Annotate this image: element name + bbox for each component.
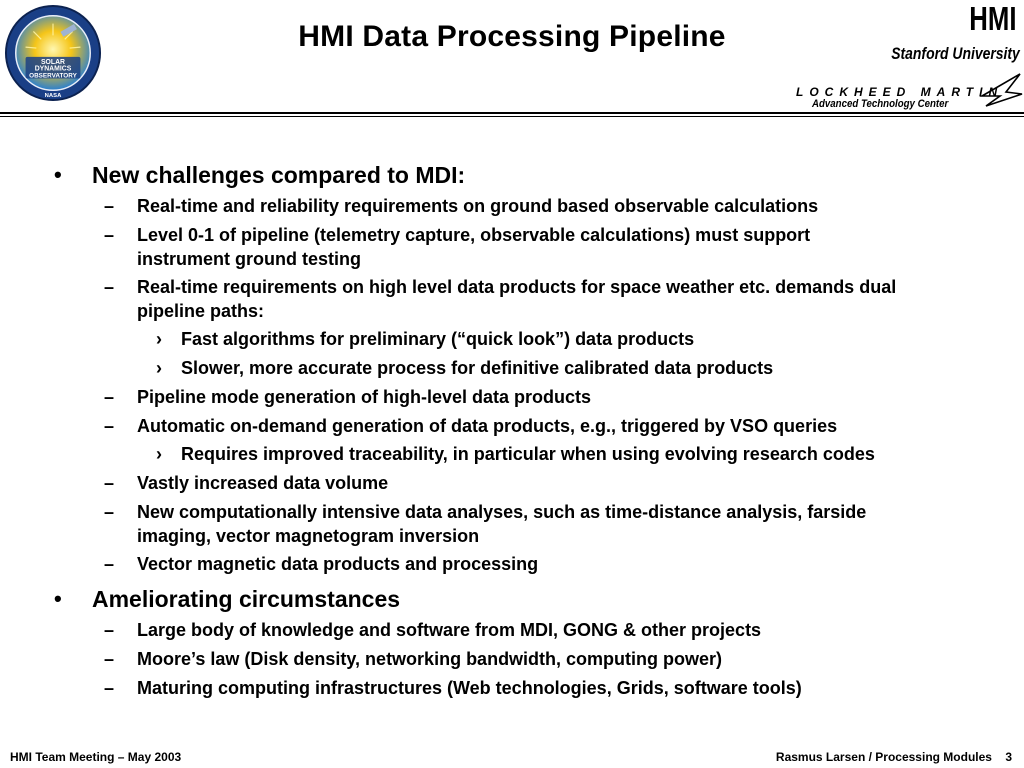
bullet-marker: – xyxy=(104,502,115,522)
bullet-marker: • xyxy=(54,586,62,611)
bullet-marker: – xyxy=(104,678,115,698)
footer-right: Rasmus Larsen / Processing Modules 3 xyxy=(775,750,1012,764)
bullet-marker: – xyxy=(104,277,115,297)
bullet-marker: – xyxy=(104,416,115,436)
bullet-level2-text: pipeline paths: xyxy=(137,301,265,321)
bullet-level1-text: New challenges compared to MDI: xyxy=(92,162,466,188)
sdo-logo-top-text: OUR EYE ON THE SUN xyxy=(4,0,80,6)
bullet-level2-text: Automatic on-demand generation of data products, e.g., triggered by VSO queries xyxy=(137,416,838,436)
bullet-marker: – xyxy=(104,473,115,493)
bullet-level2-text: Pipeline mode generation of high-level data products xyxy=(137,387,592,407)
bullet-marker: › xyxy=(156,358,162,378)
bullet-marker: – xyxy=(104,387,115,407)
sdo-logo-line3: OBSERVATORY xyxy=(29,72,77,80)
bullet-level2-text: Large body of knowledge and software from MDI, GONG & other projects xyxy=(137,620,762,640)
hmi-logo-text: HMI xyxy=(968,0,1016,37)
bullet-level2-text: Maturing computing infrastructures (Web technologies, Grids, software tools) xyxy=(137,678,802,698)
bullet-marker: – xyxy=(104,554,115,574)
bullet-level2-text: Real-time requirements on high level data products for space weather etc. demands dual xyxy=(137,277,897,297)
bullet-level2-text: New computationally intensive data analyses, such as time-distance analysis, farside xyxy=(137,502,867,522)
sdo-logo-line2: DYNAMICS xyxy=(34,65,72,73)
sdo-logo-bottom-text: NASA xyxy=(44,93,62,100)
page-title: HMI Data Processing Pipeline xyxy=(298,20,726,53)
bullet-level2-text: Level 0-1 of pipeline (telemetry capture, observable calculations) must support xyxy=(137,225,811,245)
bullet-level2-text: Moore’s law (Disk density, networking bandwidth, computing power) xyxy=(137,649,723,669)
atc-logo-text: Advanced Technology Center xyxy=(812,98,949,110)
bullet-level3-text: Requires improved traceability, in particular when using evolving research codes xyxy=(181,444,875,464)
bullet-level2-text: instrument ground testing xyxy=(137,249,361,269)
bullet-level2-text: Vector magnetic data products and processing xyxy=(137,554,539,574)
bullet-level3-text: Fast algorithms for preliminary (“quick look”) data products xyxy=(181,329,695,349)
bullet-marker: › xyxy=(156,329,162,349)
sdo-logo-line1: SOLAR xyxy=(40,58,66,66)
lockheed-martin-logo-text: LOCKHEED MARTIN xyxy=(796,85,1004,99)
footer-left: HMI Team Meeting – May 2003 xyxy=(10,750,182,764)
bullet-level2-text: imaging, vector magnetogram inversion xyxy=(137,526,480,546)
bullet-level2-text: Vastly increased data volume xyxy=(137,473,389,493)
stanford-logo-text: Stanford University xyxy=(891,44,1020,63)
bullet-marker: – xyxy=(104,620,115,640)
bullet-marker: – xyxy=(104,225,115,245)
bullet-level1-text: Ameliorating circumstances xyxy=(92,586,401,612)
bullet-level2-text: Real-time and reliability requirements on ground based observable calculations xyxy=(137,196,819,216)
bullet-marker: – xyxy=(104,196,115,216)
bullet-marker: • xyxy=(54,162,62,187)
bullet-marker: › xyxy=(156,444,162,464)
bullet-level3-text: Slower, more accurate process for definitive calibrated data products xyxy=(181,358,774,378)
bullet-marker: – xyxy=(104,649,115,669)
